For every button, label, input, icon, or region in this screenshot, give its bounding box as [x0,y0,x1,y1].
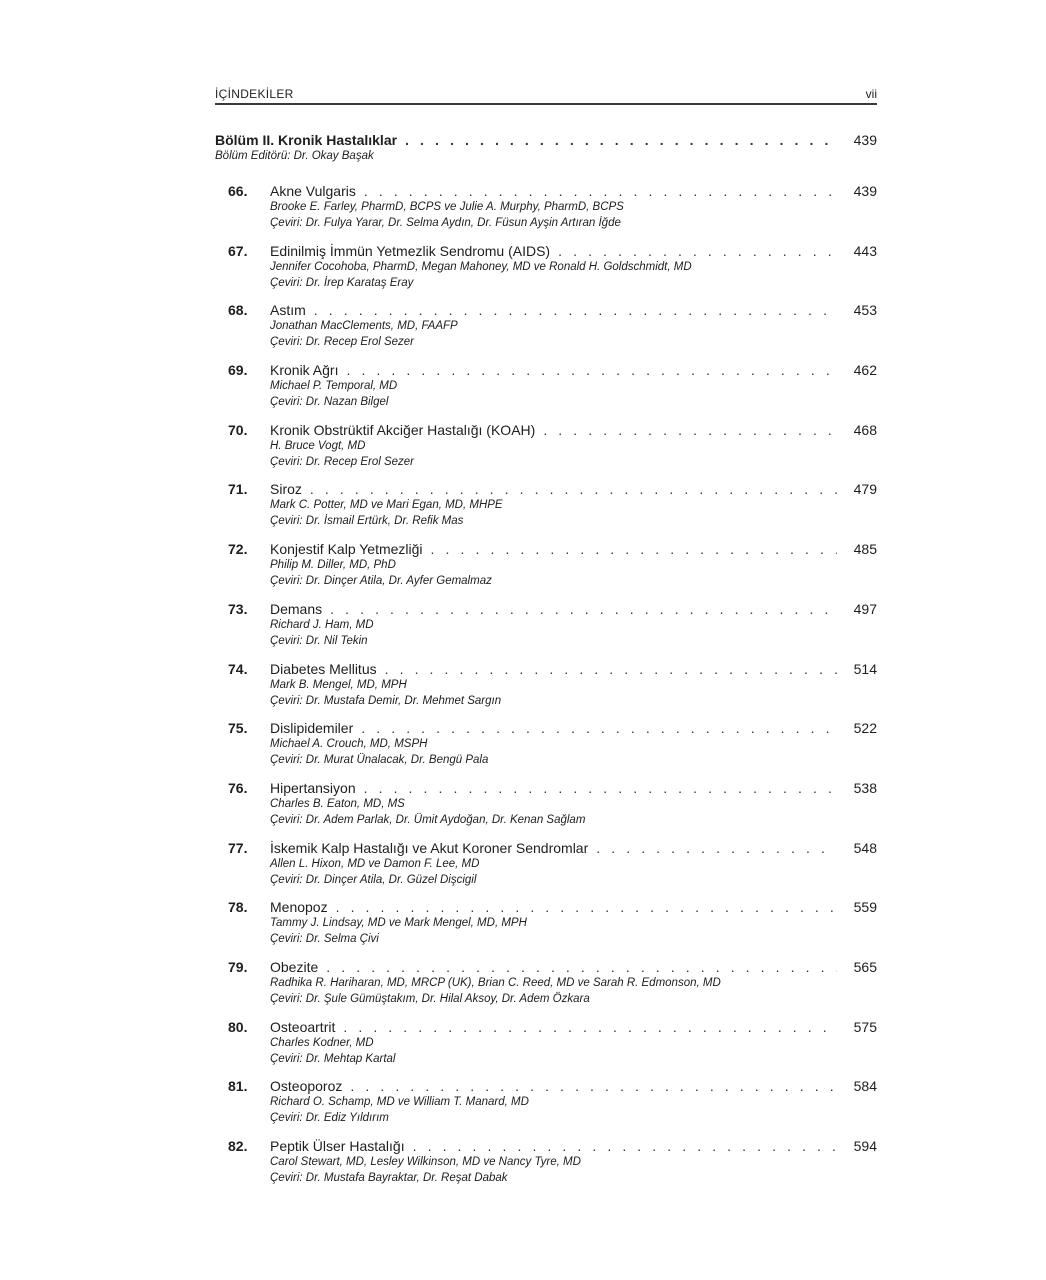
chapter-page-number: 522 [853,720,877,737]
chapter-page-number: 453 [853,302,877,319]
chapter-number: 69. [228,362,248,379]
dot-leader [326,959,837,975]
section-title: Bölüm II. Kronik Hastalıklar [215,132,398,148]
chapter-number: 81. [228,1078,248,1095]
chapter-page-number: 548 [853,839,877,856]
chapter-number: 78. [228,899,248,916]
section-editor: Bölüm Editörü: Dr. Okay Başak [215,150,374,162]
toc-entry[interactable] [215,541,877,601]
chapter-translator: Çeviri: Dr. Mustafa Bayraktar, Dr. Reşat Dabak [270,1172,508,1184]
chapter-translator: Çeviri: Dr. İsmail Ertürk, Dr. Refik Mas [270,515,464,528]
chapter-authors: H. Bruce Vogt, MD [270,439,366,452]
chapter-page-number: 565 [853,958,877,975]
chapter-translator: Çeviri: Dr. Murat Ünalacak, Dr. Bengü Pala [270,754,489,767]
chapter-authors: Charles B. Eaton, MD, MS [270,797,405,810]
chapter-translator: Çeviri: Dr. Ediz Yıldırım [270,1112,389,1125]
section-heading [215,132,877,162]
chapter-title: Obezite [270,958,319,975]
chapter-number: 76. [228,779,248,796]
toc-entry[interactable] [215,601,877,661]
chapter-number: 79. [228,958,248,975]
dot-leader [543,422,837,438]
chapter-page-number: 559 [853,899,877,916]
chapter-authors: Brooke E. Farley, PharmD, BCPS ve Julie A. Murphy, PharmD, BCPS [270,201,624,213]
dot-leader [361,720,837,736]
toc-entry[interactable] [215,959,877,1019]
dot-leader [431,541,837,557]
chapter-number: 80. [228,1018,248,1035]
chapter-number: 66. [228,183,248,199]
chapter-authors: Michael A. Crouch, MD, MSPH [270,738,428,751]
chapter-title: Dislipidemiler [270,720,354,737]
chapter-title: Akne Vulgaris [270,183,356,199]
toc-entry[interactable] [215,422,877,482]
dot-leader [330,601,837,617]
chapter-authors: Richard O. Schamp, MD ve William T. Manard, MD [270,1096,529,1109]
dot-leader [413,1138,837,1154]
dot-leader [405,132,837,148]
toc-entry[interactable] [215,1019,877,1079]
dot-leader [350,1078,837,1094]
chapter-page-number: 497 [853,600,877,617]
chapter-translator: Çeviri: Dr. Mustafa Demir, Dr. Mehmet Sargın [270,694,502,707]
header-title: İÇİNDEKİLER [215,87,294,101]
chapter-authors: Mark B. Mengel, MD, MPH [270,678,407,691]
chapter-title: Diabetes Mellitus [270,660,377,677]
chapter-title: Menopoz [270,899,328,916]
chapter-title: Osteoartrit [270,1018,336,1035]
chapter-title: İskemik Kalp Hastalığı ve Akut Koroner Sendromlar [270,839,589,856]
chapter-authors: Jonathan MacClements, MD, FAAFP [270,320,458,333]
chapter-translator: Çeviri: Dr. Fulya Yarar, Dr. Selma Aydın, Dr. Füsun Ayşin Artıran İğde [270,217,621,229]
chapter-page-number: 485 [853,541,877,558]
chapter-title: Konjestif Kalp Yetmezliği [270,541,423,558]
dot-leader [385,661,837,677]
chapter-page-number: 443 [853,242,877,259]
chapter-title: Edinilmiş İmmün Yetmezlik Sendromu (AIDS) [270,242,551,259]
chapter-translator: Çeviri: Dr. Şule Gümüştakım, Dr. Hilal Aksoy, Dr. Adem Özkara [270,992,590,1005]
chapter-authors: Mark C. Potter, MD ve Mari Egan, MD, MHPE [270,499,503,512]
chapter-list [215,183,877,1198]
chapter-number: 82. [228,1138,248,1154]
chapter-title: Hipertansiyon [270,779,356,796]
toc-entry[interactable] [215,780,877,840]
page-header [215,84,877,105]
chapter-number: 75. [228,720,248,737]
chapter-page-number: 462 [853,362,877,379]
chapter-authors: Allen L. Hixon, MD ve Damon F. Lee, MD [270,857,480,870]
chapter-page-number: 468 [853,421,877,438]
toc-entry[interactable] [215,302,877,362]
toc-entry[interactable] [215,1138,877,1198]
chapter-page-number: 439 [853,183,877,199]
header-page-number: vii [865,87,877,101]
toc-entry[interactable] [215,481,877,541]
dot-leader [310,481,837,497]
chapter-number: 70. [228,421,248,438]
chapter-number: 74. [228,660,248,677]
chapter-page-number: 538 [853,779,877,796]
chapter-page-number: 594 [853,1138,877,1154]
chapter-number: 71. [228,481,248,498]
chapter-translator: Çeviri: Dr. Recep Erol Sezer [270,336,415,349]
chapter-title: Siroz [270,481,302,498]
chapter-number: 68. [228,302,248,319]
chapter-number: 67. [228,242,248,259]
chapter-authors: Charles Kodner, MD [270,1036,374,1049]
chapter-title: Kronik Obstrüktif Akciğer Hastalığı (KOAH) [270,421,536,438]
chapter-authors: Jennifer Cocohoba, PharmD, Megan Mahoney, MD ve Ronald H. Goldschmidt, MD [270,260,692,273]
chapter-translator: Çeviri: Dr. Adem Parlak, Dr. Ümit Aydoğan, Dr. Kenan Sağlam [270,813,586,826]
chapter-title: Peptik Ülser Hastalığı [270,1138,405,1154]
chapter-authors: Philip M. Diller, MD, PhD [270,559,396,572]
chapter-title: Astım [270,302,306,319]
chapter-translator: Çeviri: Dr. Dinçer Atila, Dr. Güzel Dişcigil [270,873,477,886]
toc-entry[interactable] [215,899,877,959]
chapter-authors: Tammy J. Lindsay, MD ve Mark Mengel, MD, MPH [270,917,527,930]
dot-leader [343,1019,837,1035]
toc-entry[interactable] [215,183,877,243]
chapter-translator: Çeviri: Dr. Recep Erol Sezer [270,455,415,468]
chapter-authors: Michael P. Temporal, MD [270,380,398,393]
dot-leader [558,243,837,259]
chapter-translator: Çeviri: Dr. Mehtap Kartal [270,1052,396,1065]
chapter-translator: Çeviri: Dr. İrep Karataş Eray [270,276,414,289]
section-page-number: 439 [853,132,877,148]
dot-leader [596,840,837,856]
chapter-page-number: 575 [853,1018,877,1035]
chapter-page-number: 479 [853,481,877,498]
chapter-number: 73. [228,600,248,617]
chapter-title: Demans [270,600,323,617]
chapter-translator: Çeviri: Dr. Selma Çivi [270,933,379,946]
chapter-authors: Richard J. Ham, MD [270,618,374,631]
dot-leader [336,899,837,915]
chapter-page-number: 514 [853,660,877,677]
dot-leader [314,302,837,318]
chapter-page-number: 584 [853,1078,877,1095]
chapter-authors: Radhika R. Hariharan, MD, MRCP (UK), Brian C. Reed, MD ve Sarah R. Edmonson, MD [270,976,721,989]
dot-leader [364,780,837,796]
toc-entry[interactable] [215,661,877,721]
chapter-number: 77. [228,839,248,856]
chapter-number: 72. [228,541,248,558]
chapter-title: Osteoporoz [270,1078,343,1095]
chapter-translator: Çeviri: Dr. Dinçer Atila, Dr. Ayfer Gemalmaz [270,575,492,588]
toc-entry[interactable] [215,1078,877,1138]
dot-leader [364,183,837,199]
chapter-title: Kronik Ağrı [270,362,339,379]
chapter-authors: Carol Stewart, MD, Lesley Wilkinson, MD ve Nancy Tyre, MD [270,1156,581,1168]
toc-entry[interactable] [215,840,877,900]
toc-entry[interactable] [215,720,877,780]
toc-page [215,84,877,1198]
chapter-translator: Çeviri: Dr. Nil Tekin [270,634,368,647]
chapter-translator: Çeviri: Dr. Nazan Bilgel [270,396,389,409]
dot-leader [346,362,837,378]
toc-entry[interactable] [215,243,877,303]
toc-entry[interactable] [215,362,877,422]
